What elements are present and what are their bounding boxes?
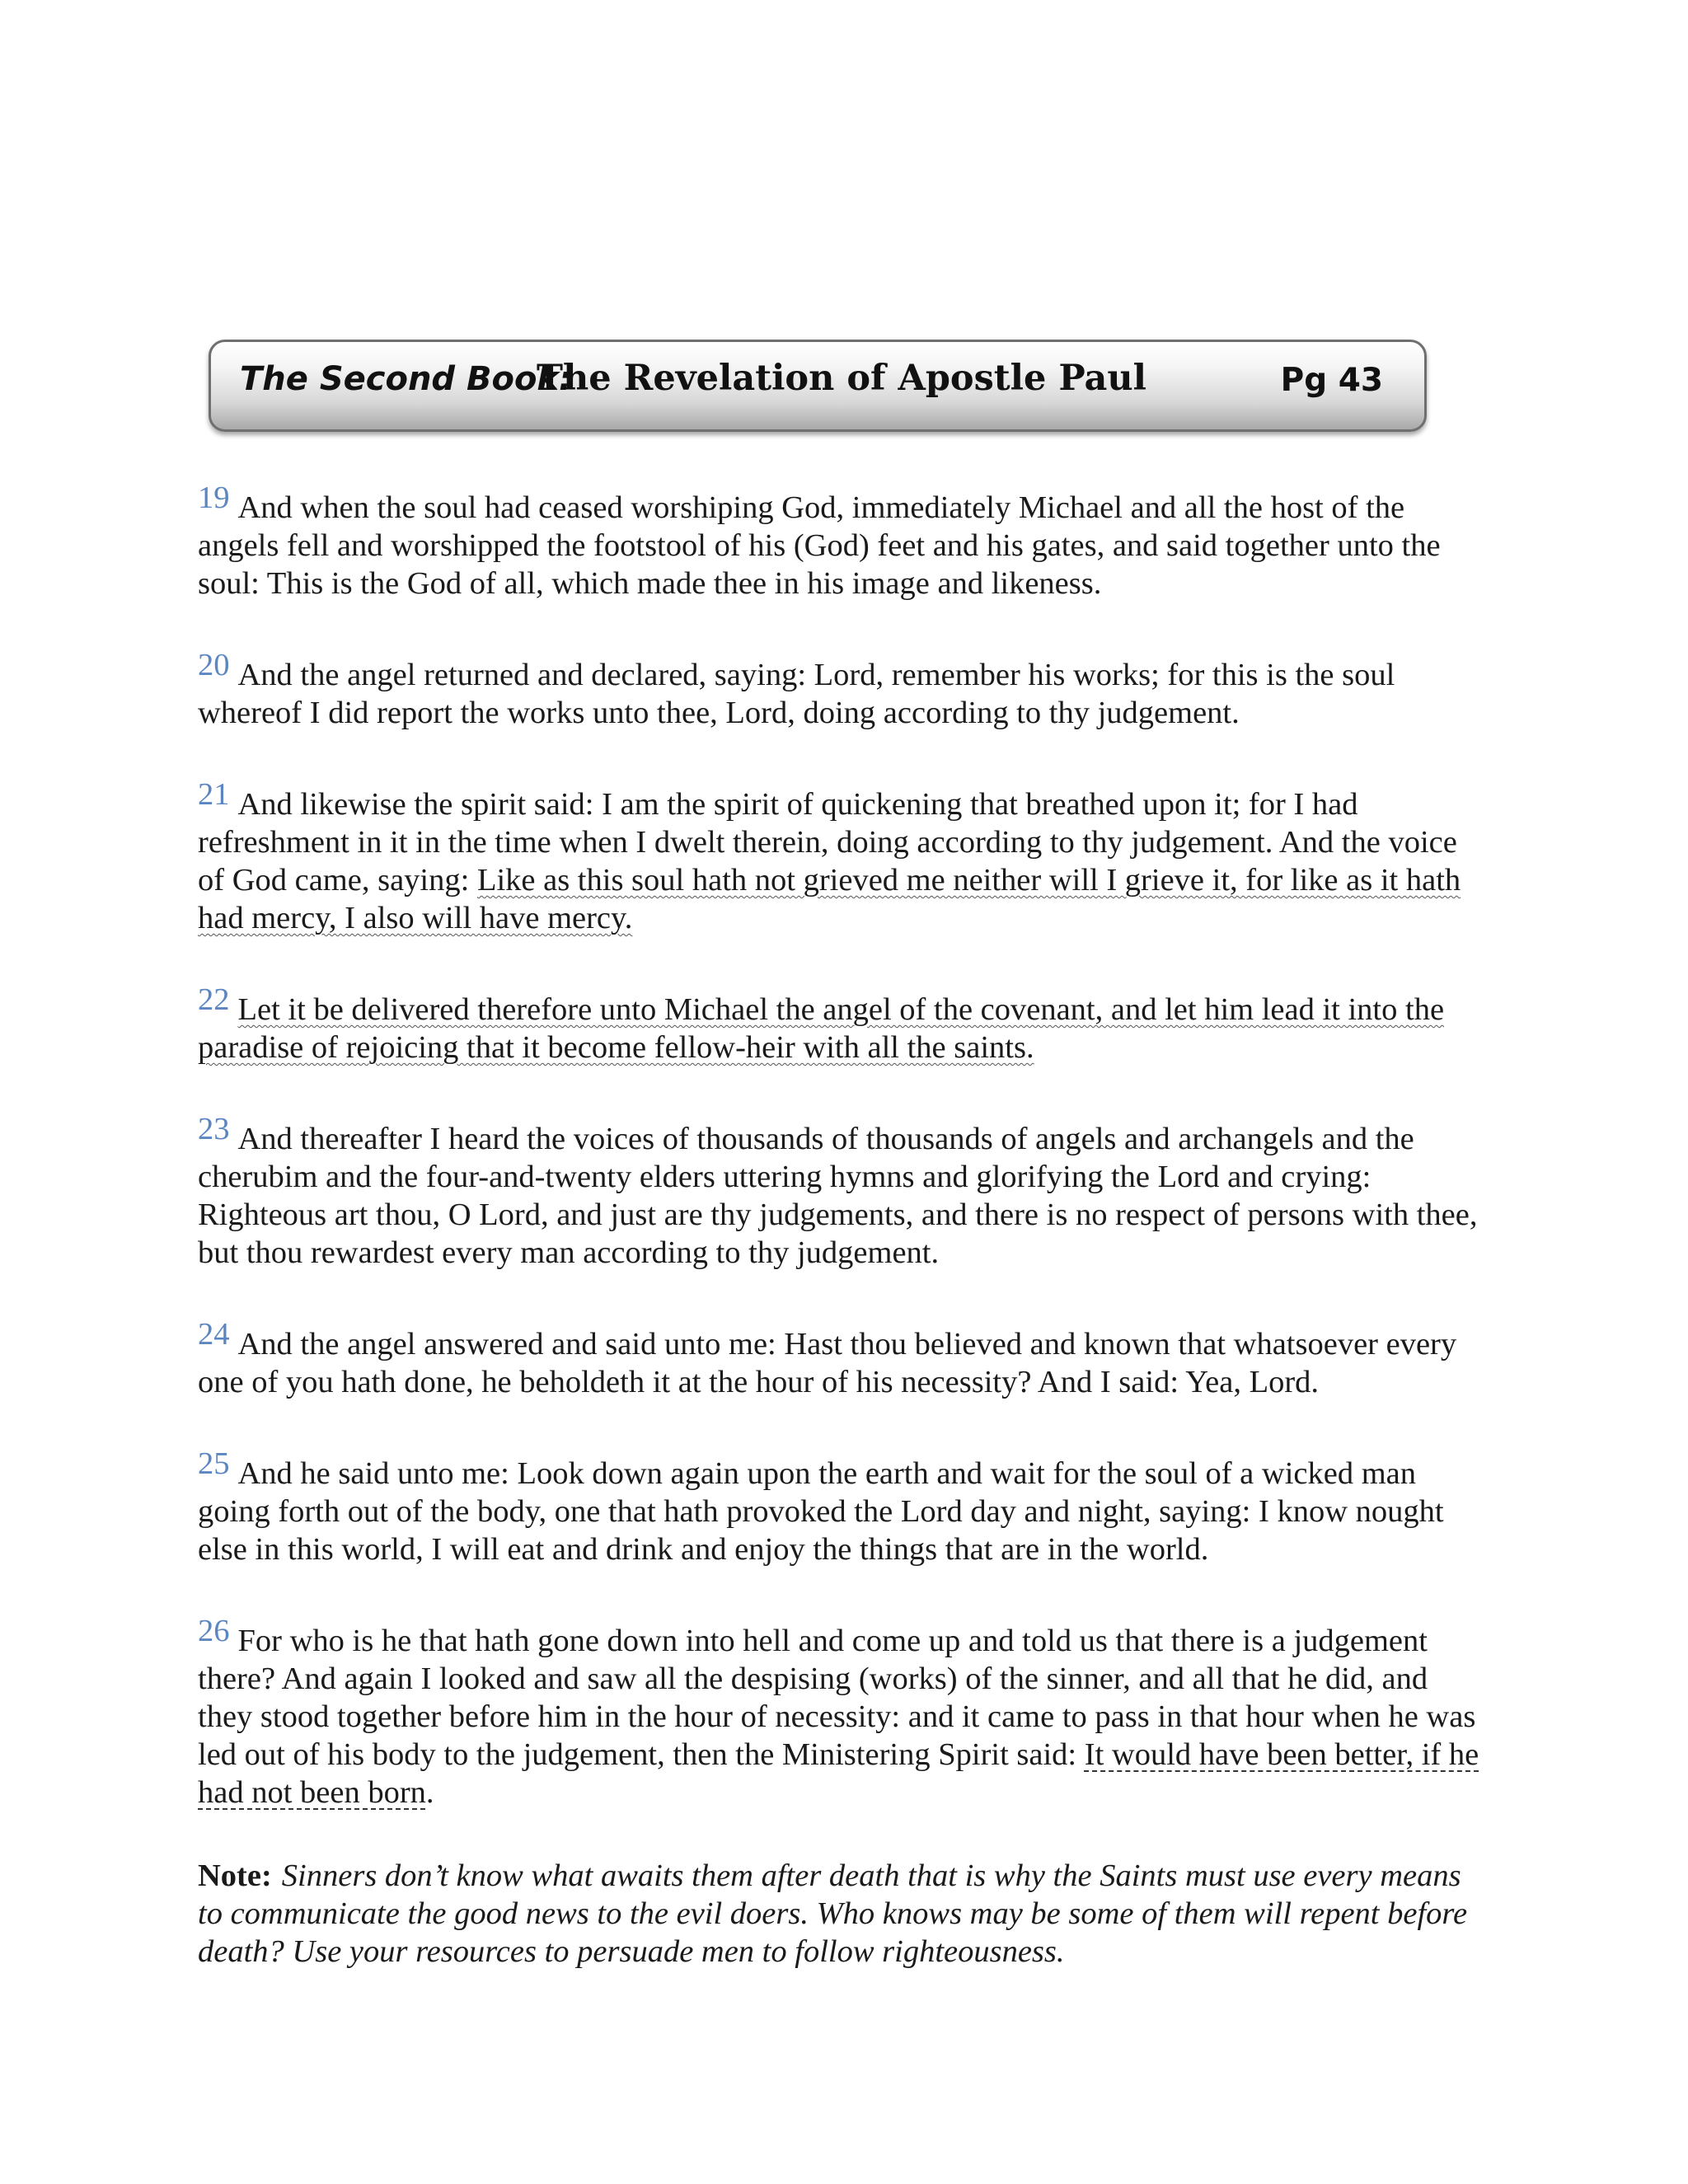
verse-text: And thereafter I heard the voices of thousands of thousands of angels and archangels and the cherubim and the four-and-twenty elders uttering hymns and glorifying the Lord and crying: Righteous art thou, O Lord, and just are thy judgements, and there is no respect of persons with thee, but thou rewardest every man according to thy judgement. bbox=[198, 1122, 1478, 1270]
verse bbox=[198, 480, 1484, 602]
verse-number: 26 bbox=[198, 1614, 230, 1648]
verse bbox=[198, 982, 1484, 1066]
verse-number: 25 bbox=[198, 1446, 230, 1481]
note-text: Sinners don’t know what awaits them after death that is why the Saints must use every means to communicate the good news to the evil doers. Who knows may be some of them will repent before death? Use your resources to persuade men to follow righteousness. bbox=[198, 1858, 1468, 1969]
verse bbox=[198, 1614, 1484, 1811]
verse bbox=[198, 1446, 1484, 1568]
note-label: Note: bbox=[198, 1858, 272, 1893]
note-paragraph bbox=[198, 1857, 1484, 1971]
verse-text: And he said unto me: Look down again upon the earth and wait for the soul of a wicked man going forth out of the body, one that hath provoked the Lord day and night, saying: I know nought else in this world, I will eat and drink and enjoy the things that are in the world. bbox=[198, 1456, 1444, 1567]
book-title: The Revelation of Apostle Paul bbox=[537, 358, 1146, 399]
verse-underlined-text: Like as this soul hath not grieved me neither will I grieve it, for like as it hath had mercy, I also will have mercy. bbox=[198, 863, 1461, 935]
page-number: Pg 43 bbox=[1280, 362, 1383, 399]
verse-number: 22 bbox=[198, 982, 230, 1017]
verse-text: And likewise the spirit said: I am the spirit of quickening that breathed upon it; for I had refreshment in it in the time when I dwelt therein, doing according to thy judgement. And the voice of God came, saying: bbox=[198, 787, 1457, 898]
verse-number: 21 bbox=[198, 777, 230, 812]
verse-number: 24 bbox=[198, 1317, 230, 1352]
verse bbox=[198, 648, 1484, 732]
verse-text-tail: . bbox=[425, 1775, 434, 1810]
verse-underlined-text: Let it be delivered therefore unto Michael the angel of the covenant, and let him lead it into the paradise of rejoicing that it become fellow-heir with all the saints. bbox=[198, 992, 1445, 1065]
verse-text: And the angel returned and declared, saying: Lord, remember his works; for this is the soul whereof I did report the works unto thee, Lord, doing according to thy judgement. bbox=[198, 658, 1395, 730]
verse-text: And the angel answered and said unto me: Hast thou believed and known that whatsoever every one of you hath done, he beholdeth it at the hour of his necessity? And I said: Yea, Lord. bbox=[198, 1327, 1457, 1399]
page-header-banner bbox=[209, 340, 1427, 432]
verse bbox=[198, 1112, 1484, 1272]
verse bbox=[198, 777, 1484, 937]
verse-underlined-text: It would have been better, if he had not been born bbox=[198, 1737, 1479, 1810]
verse-number: 23 bbox=[198, 1112, 230, 1146]
verse-text: And when the soul had ceased worshiping God, immediately Michael and all the host of the angels fell and worshipped the footstool of his (God) feet and his gates, and said together unto the soul: This is the God of all, which made thee in his image and likeness. bbox=[198, 490, 1441, 601]
verse-number: 20 bbox=[198, 648, 230, 682]
book-name: The Second Book: bbox=[240, 360, 573, 398]
verse-number: 19 bbox=[198, 480, 230, 515]
verse-text: For who is he that hath gone down into hell and come up and told us that there is a judgement there? And again I looked and saw all the despising (works) of the sinner, and all that he did, and they stood together before him in the hour of necessity: and it came to pass in that hour when he was led out of his body to the judgement, then the Ministering Spirit said: bbox=[198, 1624, 1476, 1772]
page-body bbox=[198, 480, 1484, 2003]
verse bbox=[198, 1317, 1484, 1401]
